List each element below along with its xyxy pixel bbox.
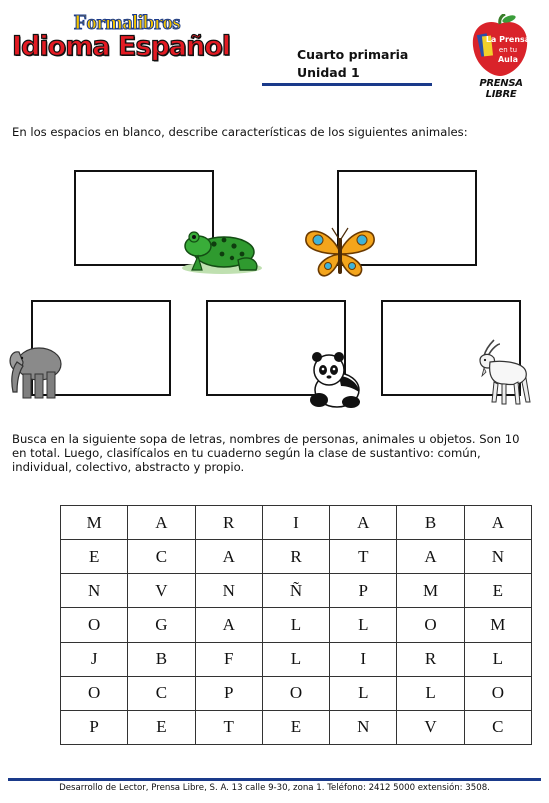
grid-cell[interactable]: A: [330, 506, 397, 540]
grid-cell[interactable]: L: [397, 676, 464, 710]
grid-cell[interactable]: N: [464, 540, 531, 574]
grid-cell[interactable]: N: [195, 574, 262, 608]
grid-row: [61, 540, 532, 574]
header-divider: [262, 83, 432, 86]
grid-cell[interactable]: R: [195, 506, 262, 540]
grid-cell[interactable]: B: [128, 642, 195, 676]
logo-badge-line1: La Prensa: [485, 35, 531, 44]
grid-cell[interactable]: O: [61, 608, 128, 642]
grid-cell[interactable]: L: [262, 642, 329, 676]
grid-cell[interactable]: M: [397, 574, 464, 608]
panda-icon: [303, 348, 365, 410]
grid-row: [61, 574, 532, 608]
grid-cell[interactable]: E: [128, 710, 195, 744]
grid-cell[interactable]: P: [61, 710, 128, 744]
grid-row: [61, 676, 532, 710]
instruction-describe: En los espacios en blanco, describe características de los siguientes animales:: [12, 125, 468, 139]
grade-label: Cuarto primaria: [297, 47, 409, 62]
grid-cell[interactable]: V: [397, 710, 464, 744]
grid-cell[interactable]: E: [262, 710, 329, 744]
grid-cell[interactable]: I: [330, 642, 397, 676]
instruction-word-search: Busca en la siguiente sopa de letras, nombres de personas, animales u objetos. Son 10 en total. Luego, clasifícalos en tu cuaderno según la clase de sustantivo: común, individual, colectivo, abstracto y propio.: [12, 432, 520, 474]
grid-cell[interactable]: L: [464, 642, 531, 676]
grid-cell[interactable]: O: [464, 676, 531, 710]
butterfly-icon: [302, 226, 378, 280]
grid-cell[interactable]: P: [330, 574, 397, 608]
grid-cell[interactable]: P: [195, 676, 262, 710]
grid-cell[interactable]: A: [195, 608, 262, 642]
grid-cell[interactable]: E: [464, 574, 531, 608]
grid-cell[interactable]: L: [330, 676, 397, 710]
grid-row: [61, 608, 532, 642]
grid-cell[interactable]: F: [195, 642, 262, 676]
grid-cell[interactable]: R: [262, 540, 329, 574]
grid-cell[interactable]: A: [128, 506, 195, 540]
grid-cell[interactable]: V: [128, 574, 195, 608]
goat-icon: [474, 338, 534, 408]
grid-cell[interactable]: A: [397, 540, 464, 574]
grid-row: [61, 710, 532, 744]
logo-caption: PRENSA LIBRE: [479, 78, 523, 100]
grid-cell[interactable]: M: [464, 608, 531, 642]
grid-cell[interactable]: N: [61, 574, 128, 608]
footer-credits: Desarrollo de Lector, Prensa Libre, S. A. 13 calle 9-30, zona 1. Teléfono: 2412 5000 extensión: 3508.: [59, 783, 490, 793]
grid-cell[interactable]: L: [262, 608, 329, 642]
word-search-grid: [60, 505, 532, 745]
brand-subtitle: Formalibros: [74, 10, 181, 34]
grid-cell[interactable]: I: [262, 506, 329, 540]
elephant-icon: [5, 336, 63, 402]
grid-cell[interactable]: N: [330, 710, 397, 744]
brand-title: Idioma Español: [12, 31, 231, 62]
grid-cell[interactable]: L: [330, 608, 397, 642]
grid-row: [61, 506, 532, 540]
grid-cell[interactable]: B: [397, 506, 464, 540]
grid-cell[interactable]: O: [397, 608, 464, 642]
grid-cell[interactable]: J: [61, 642, 128, 676]
grid-cell[interactable]: G: [128, 608, 195, 642]
logo-badge-line3: Aula: [497, 55, 519, 64]
grid-cell[interactable]: C: [128, 540, 195, 574]
grid-cell[interactable]: C: [128, 676, 195, 710]
logo-badge-line2: en tu: [498, 46, 518, 54]
footer-divider: [8, 778, 541, 781]
grid-cell[interactable]: R: [397, 642, 464, 676]
unit-label: Unidad 1: [297, 65, 360, 80]
grid-cell[interactable]: Ñ: [262, 574, 329, 608]
grade-info: [297, 46, 408, 82]
grid-cell[interactable]: A: [464, 506, 531, 540]
frog-icon: [178, 224, 264, 276]
grid-cell[interactable]: E: [61, 540, 128, 574]
grid-cell[interactable]: O: [262, 676, 329, 710]
grid-cell[interactable]: C: [464, 710, 531, 744]
grid-cell[interactable]: T: [195, 710, 262, 744]
grid-cell[interactable]: O: [61, 676, 128, 710]
grid-cell[interactable]: A: [195, 540, 262, 574]
grid-cell[interactable]: M: [61, 506, 128, 540]
grid-row: [61, 642, 532, 676]
grid-cell[interactable]: T: [330, 540, 397, 574]
